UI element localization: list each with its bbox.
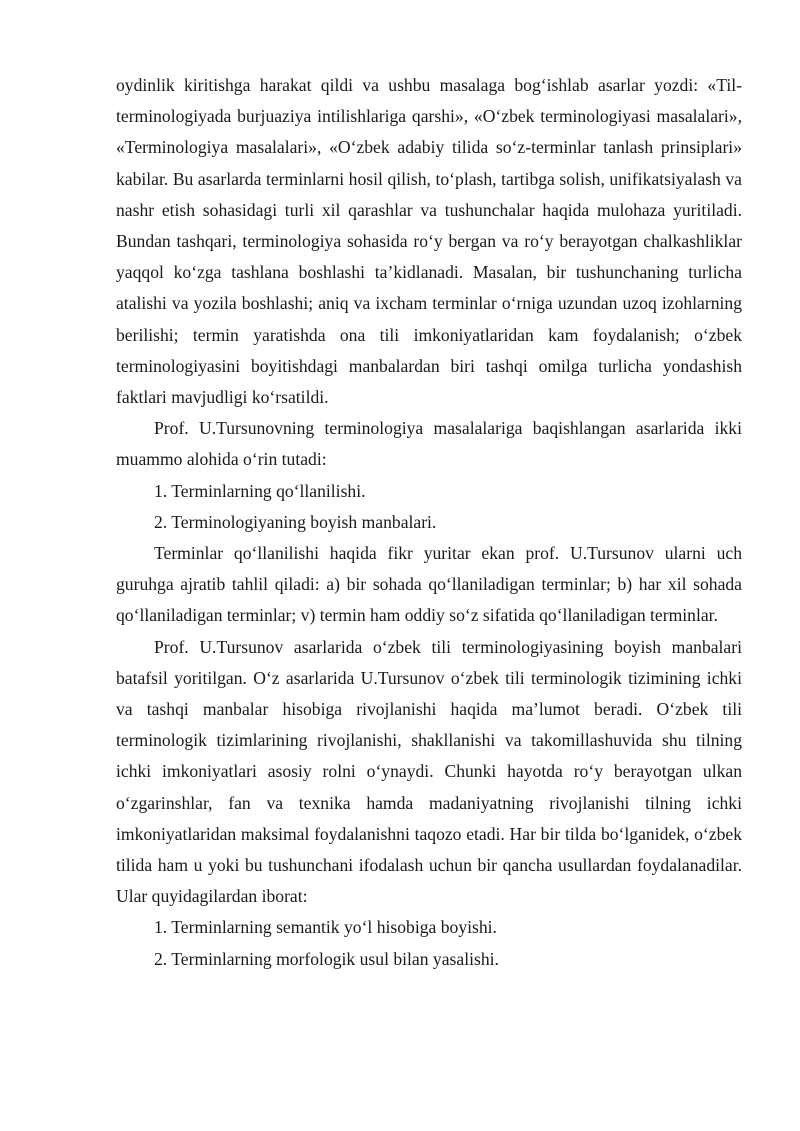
paragraph: Prof. U.Tursunovning terminologiya masalalariga baqishlangan asarlarida ikki muammo alohida o‘rin tutadi: bbox=[116, 418, 742, 470]
document-page bbox=[116, 70, 742, 975]
paragraph: Prof. U.Tursunov asarlarida o‘zbek tili terminologiyasining boyish manbalari batafsil yoritilgan. O‘z asarlarida U.Tursunov o‘zbek tili terminologik tizimining ichki va tashqi manbalar hisobiga rivojlanishi haqida ma’lumot beradi. O‘zbek tili terminologik tizimlarining rivojlanishi, shakllanishi va takomillashuvida shu tilning ichki imkoniyatlari asosiy rolni o‘ynaydi. Chunki hayotda ro‘y berayotgan ulkan o‘zgarinshlar, fan va texnika hamda madaniyatning rivojlanishi tilning ichki imkoniyatlaridan maksimal foydalanishni taqozo etadi. Har bir tilda bo‘lganidek, o‘zbek tilida ham u yoki bu tushunchani ifodalash uchun bir qancha usullardan foydalanadilar. Ular quyidagilardan iborat: bbox=[116, 636, 742, 907]
list-item: 2. Terminologiyaning boyish manbalari. bbox=[154, 511, 437, 532]
paragraph: Terminlar qo‘llanilishi haqida fikr yuritar ekan prof. U.Tursunov ularni uch guruhga ajratib tahlil qiladi: a) bir sohada qo‘llaniladigan terminlar; b) har xil sohada qo‘llaniladigan terminlar; v) termin ham oddiy so‘z sifatida qo‘llaniladigan terminlar. bbox=[116, 543, 742, 626]
paragraph-continuation: oydinlik kiritishga harakat qildi va ushbu masalaga bog‘ishlab asarlar yozdi: «Til-terminologiyada burjuaziya intilishlariga qarshi», «O‘zbek terminologiyasi masalalari», «Terminologiya masalalari», «O‘zbek adabiy tilida so‘z-terminlar tanlash prinsiplari» kabilar. Bu asarlarda terminlarni hosil qilish, to‘plash, tartibga solish, unifikatsiyalash va nashr etish sohasidagi turli xil qarashlar va tushunchalar haqida mulohaza yuritiladi. Bundan tashqari, terminologiya sohasida ro‘y bergan va ro‘y berayotgan chalkashliklar yaqqol ko‘zga tashlana boshlashi ta’kidlanadi. Masalan, bir tushunchaning turlicha atalishi va yozila boshlashi; aniq va ixcham terminlar o‘rniga uzundan uzoq izohlarning berilishi; termin yaratishda ona tili imkoniyatlaridan kam foydalanish; o‘zbek terminologiyasini boyitishdagi manbalardan biri tashqi omilga turlicha yondashish faktlari mavjudligi ko‘rsatildi. bbox=[116, 75, 742, 408]
list-item: 2. Terminlarning morfologik usul bilan yasalishi. bbox=[154, 948, 499, 969]
list-item: 1. Terminlarning qo‘llanilishi. bbox=[154, 480, 366, 501]
list-item: 1. Terminlarning semantik yo‘l hisobiga boyishi. bbox=[154, 917, 497, 938]
